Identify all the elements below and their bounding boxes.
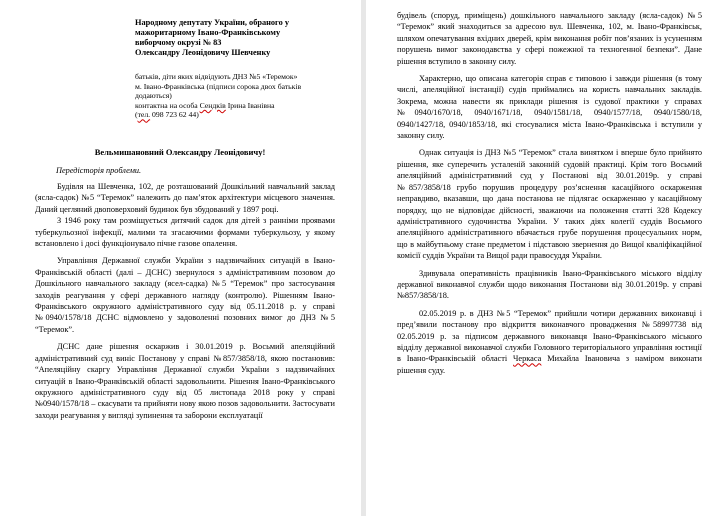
addressee-block (135, 18, 340, 58)
sender-line: додаються) (135, 91, 172, 101)
paragraph: будівель (споруд, приміщень) дошкільного навчального закладу (ясла-садок) №5 “Теремок” який знаходиться за адресою вул. Шевченка, 102, м. Івано-Франківськ, шляхом опечатування вхідних дверей, крім виконання робіт пов’язаних із усуненням порушень вимог законодавства у сфері пожежної та техногенної безпеки”. Дане рішення вступило в законну силу. (397, 11, 702, 66)
document-page-2 (367, 0, 727, 516)
phone-number: 098 723 62 44) (150, 110, 199, 120)
page-separator (361, 0, 366, 516)
paragraph: Управління Державної служби України з надзвичайних ситуацій в Івано-Франківській області (далі – ДСНС) звернулося з адміністративним позовом до Дошкільного навчального закладу (ясел-садка) №5 “Теремок” про застосування заходів реагування у сфері державного нагляду (контролю). Рішенням Івано-Франківського окружного адміністративного суду від 05.11.2018 р. у справі №0940/1578/18 ДСНС відмовлено у задоволенні позовних вимог до ДНЗ №5 “Теремок”. (35, 256, 335, 334)
paragraph: З 1946 року там розміщується дитячий садок для дітей з ранніми проявами туберкульозної інфекції, малими та згасаючими формами туберкульозу, у якому встановлено і досі функціонувало пічне газове опалення. (35, 216, 335, 249)
paragraph: Здивувала оперативність працівників Івано-Франківського міського відділу державної виконавчої служби щодо виконання Постанови від 30.01.2019р. у справі №857/3858/18. (397, 268, 702, 301)
page1-body (35, 181, 335, 421)
greeting: Вельмишановний Олександру Леонідовичу! (94, 147, 266, 157)
addressee-name: Олександру Леонідовичу Шевченку (135, 48, 271, 57)
contact-surname: Сендків (199, 100, 226, 110)
section-title: Передісторія проблеми. (56, 166, 142, 175)
paragraph: ДСНС дане рішення оскаржив і 30.01.2019 р. Восьмий апеляційний адміністративний суд виніс Постанову у справі №857/3858/18, якою постановив: “Апеляційну скаргу Управління Державної служби України з надзвичайних ситуацій в Івано-Франківській області задовольнити. Рішення Івано-Франківського окружного адміністративного суду від 05 листопада 2018 року у справі №0940/1578/18 – скасувати та прийняти нову якою позов задовольнити. Застосувати заходи реагування у вигляді зупинення та заборони експлуатації (35, 342, 335, 420)
paragraph-text: 02.05.2019 р. в ДНЗ №5 “Теремок” прийшли чотири державних виконавці і пред’явили постанову про відкриття виконавчого провадження №58997738 від 02.05.2019 р. за підписом державного виконавця Івано-Франківського міського відділу державної виконавчої служби Головного територіального управління юстиції в Івано-Франківській області (397, 308, 702, 364)
contact-phone: (тел. 098 723 62 44) (135, 110, 199, 120)
addressee-line: виборчому окрузі № 83 (135, 38, 222, 47)
addressee-line: Народному депутату України, обраного у (135, 18, 289, 27)
contact-rest: Ірина Іванівна (225, 100, 275, 110)
sender-line: батьків, діти яких відвідують ДНЗ №5 «Теремок» (135, 72, 298, 81)
phone-prefix: тел. (137, 110, 151, 120)
paragraph: Однак ситуація із ДНЗ №5 “Теремок” стала винятком і вперше було прийнято рішення, яке суперечить усталеній законній судовій практиці. Крім того Восьмий апеляційний адміністративний суд у Постанові від 30.01.2019р. у справі №857/3858/18 грубо порушив процедуру роз’яснення касаційного оскарження неправдиво, вказавши, що дана постанова не підлягає оскарженню у касаційному порядку, що не відповідає дійсності, зважаючи на положення статті 328 Кодексу адміністративного судочинства України. У таких діях колегії суддів Восьмого апеляційного адміністративного вбачається грубе порушення процесуальних норм, що в майбутньому стане предметом і підставою звернення до Вищої кваліфікаційної комісії суддів України та Вищої ради правосуддя України. (397, 148, 702, 261)
contact-prefix: контактна на особа (135, 100, 200, 110)
sender-line: м. Івано-Франківська (підписи сорока двох батьків (135, 81, 302, 91)
paragraph-last (397, 308, 702, 376)
page2-body (397, 10, 702, 376)
contact-person (135, 101, 340, 111)
addressee-line: мажоритарному Івано-Франківському (135, 28, 281, 37)
paragraph-tail: Михайла Івановича з наміром виконати рішення суду. (397, 354, 702, 375)
paragraph: Характерно, що описана категорія справ є типовою і завжди рішення (в тому числі, апеляційної інстанції) судів приймались на користь навчальних закладів. Зокрема, можна навести як приклади рішення із судової практики у справах №0940/1670/18, 0940/1671/18, 0940/1581/18, 0940/1577/18, 0940/1580/18, 0940/1427/18, 0940/1853/18, які стосувалися міста Івано-Франківська і вступили у законну силу. (397, 74, 702, 141)
sender-block (135, 72, 340, 120)
paragraph: Будівля на Шевченка, 102, де розташований Дошкільний навчальний заклад (ясла-садок) №5 “Теремок” належить до пам’яток архітектури місцевого значення. Даний цегляний двоповерховий будинок був збудований у 1897 році. (35, 182, 335, 214)
document-page-1 (0, 0, 360, 516)
executor-surname: Черкаса (513, 354, 542, 364)
